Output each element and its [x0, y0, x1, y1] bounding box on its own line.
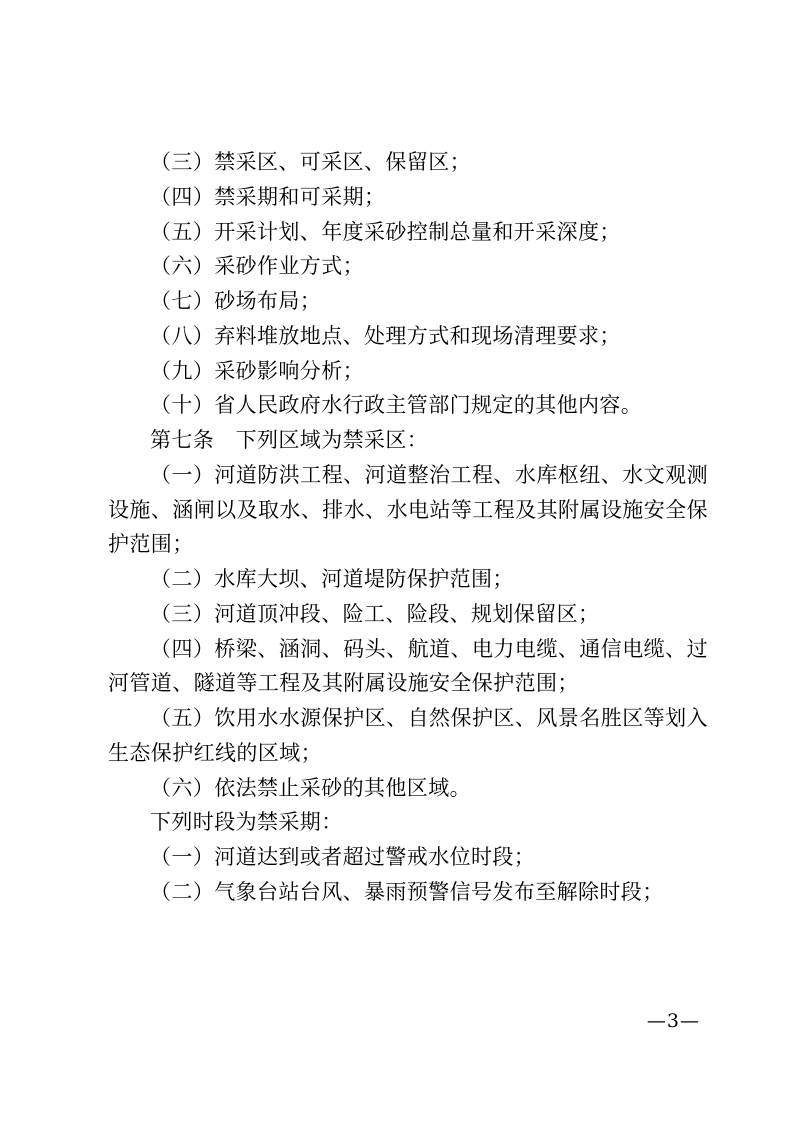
forbidden-period-item-2: （二）气象台站台风、暴雨预警信号发布至解除时段； — [150, 879, 664, 904]
paragraph-item-5: （五）开采计划、年度采砂控制总量和开采深度； — [150, 219, 621, 244]
article-7-heading: 第七条 下列区域为禁采区： — [150, 428, 429, 452]
forbidden-zone-item-6: （六）依法禁止采砂的其他区域。 — [150, 775, 471, 800]
forbidden-zone-item-3: （三）河道顶冲段、险工、险段、规划保留区； — [150, 601, 600, 626]
paragraph-item-8: （八）弃料堆放地点、处理方式和现场清理要求； — [150, 323, 621, 348]
page-number: —3— — [646, 1010, 700, 1032]
forbidden-period-item-1: （一）河道达到或者超过警戒水位时段； — [150, 845, 536, 869]
paragraph-item-3: （三）禁采区、可采区、保留区； — [150, 150, 471, 174]
forbidden-zone-item-1: （一）河道防洪工程、河道整治工程、水库枢纽、水文观测设施、涵闸以及取水、排水、水电站等工程及其附属设施安全保护范围； — [108, 462, 708, 557]
document-body — [108, 145, 708, 910]
forbidden-zone-item-2: （二）水库大坝、河道堤防保护范围； — [150, 567, 514, 591]
forbidden-period-heading: 下列时段为禁采期： — [150, 810, 343, 835]
paragraph-item-6: （六）采砂作业方式； — [150, 254, 364, 279]
forbidden-zone-item-4: （四）桥梁、涵洞、码头、航道、电力电缆、通信电缆、过河管道、隧道等工程及其附属设施安全保护范围； — [108, 636, 708, 696]
paragraph-item-9: （九）采砂影响分析； — [150, 358, 364, 383]
paragraph-item-4: （四）禁采期和可采期； — [150, 184, 386, 209]
forbidden-zone-item-5: （五）饮用水水源保护区、自然保护区、风景名胜区等划入生态保护红线的区域； — [108, 706, 708, 765]
paragraph-item-7: （七）砂场布局； — [150, 289, 322, 313]
paragraph-item-10: （十）省人民政府水行政主管部门规定的其他内容。 — [150, 393, 643, 418]
